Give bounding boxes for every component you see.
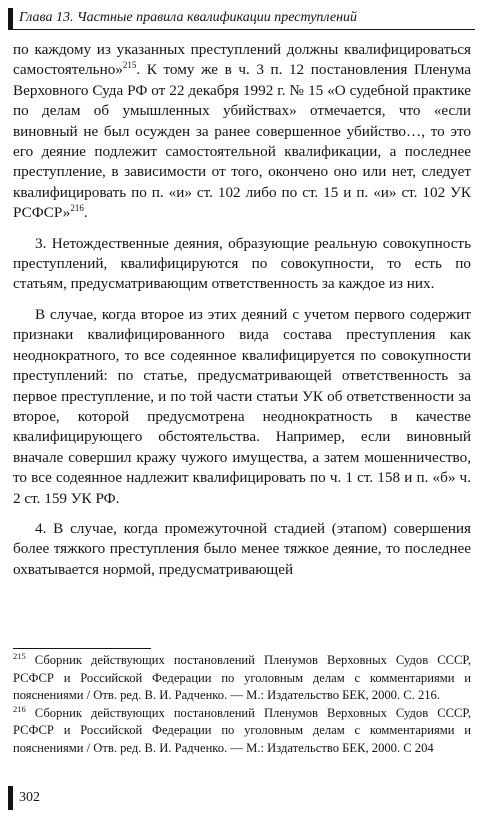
paragraph-text: по каждому из указанных преступлений должны квалифицироваться самостоятельно» — [13, 41, 471, 79]
paragraph: В случае, когда второе из этих деяний с учетом первого содержит признаки квалифицированного вида состава преступления как неоднократного, то все содеянное квалифицируется по совокупности преступлений: по статье, предусматривающей ответственность за первое преступление, и по той части статьи УК об ответственности за второе, которой предусмотрена неоднократность в качестве квалифицирующего обстоятельства. Например, если виновный вначале совершил кражу чужого имущества, а затем мошенничество, то все содеянное надлежит квалифицировать по ч. 1 ст. 158 и п. «б» ч. 2 ст. 159 УК РФ. — [13, 305, 471, 507]
page-number-text: 302 — [19, 790, 40, 805]
footnote-mark: 216 — [13, 703, 26, 714]
footnote — [13, 652, 471, 705]
footnote-mark: 215 — [13, 650, 26, 661]
chapter-title: Глава 13. Частные правила квалификации преступлений — [19, 10, 358, 25]
running-header — [8, 8, 475, 30]
footnote-ref[interactable]: 216 — [70, 203, 84, 214]
footnote-ref[interactable]: 215 — [122, 60, 137, 71]
main-text — [13, 40, 471, 580]
footnote-divider — [13, 648, 151, 649]
footnotes — [13, 652, 471, 758]
paragraph-text: . К тому же в ч. 3 п. 12 постановления Пленума Верховного Суда РФ от 22 декабря 1992 г. № 15 «О судебной практике по делам об умышленных убийствах» отмечается, что «если виновный не был осужден за ранее совершенное убийство…, то это его деяние подлежит самостоятельной квалификации, а последнее преступление, в зависимости от того, окончено оно или нет, следует квалифицировать по п. «и» ст. 102 либо по ст. 15 и п. «и» ст. 102 УК РСФСР» — [13, 61, 471, 222]
footnote-text: Сборник действующих постановлений Пленумов Верховных Судов СССР, РСФСР и Российской Федерации по уголовным делам с комментариями и пояснениями / Отв. ред. В. И. Радченко. — М.: Издательство БЕК, 2000. С 204 — [13, 705, 471, 755]
footnote — [13, 705, 471, 758]
paragraph-continuation — [13, 40, 471, 224]
footnote-text: Сборник действующих постановлений Пленумов Верховных Судов СССР, РСФСР и Российской Федерации по уголовным делам с комментариями и пояснениями / Отв. ред. В. И. Радченко. — М.: Издательство БЕК, 2000. С. 216. — [13, 653, 471, 703]
paragraph-text: . — [83, 204, 88, 222]
paragraph: 4. В случае, когда промежуточной стадией (этапом) совершения более тяжкого преступления было менее тяжкое деяние, то последнее охватывается нормой, предусматривающей — [13, 519, 471, 578]
paragraph: 3. Нетождественные деяния, образующие реальную совокупность преступлений, квалифицируются по совокупности, то есть по статьям, предусматривающим ответственность за каждое из них. — [13, 234, 471, 293]
page-number — [8, 786, 48, 810]
